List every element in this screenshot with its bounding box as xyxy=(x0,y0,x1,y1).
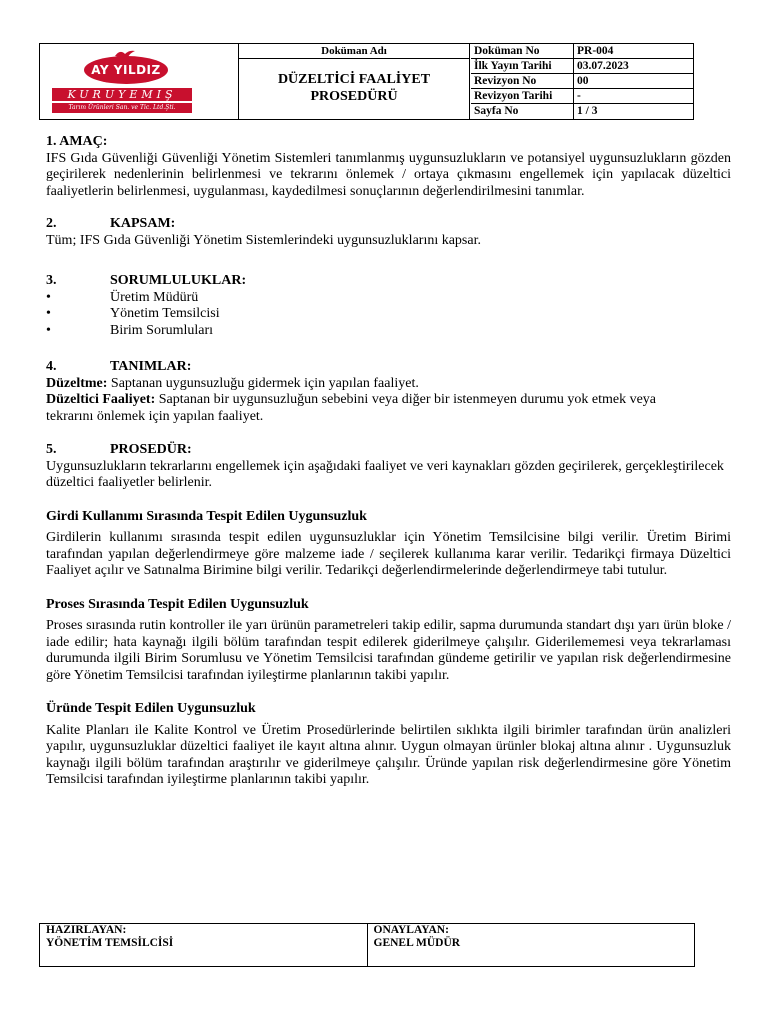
doc-label: Doküman Adı xyxy=(239,44,469,59)
company-logo xyxy=(46,48,232,116)
section-heading-amac: 1. AMAÇ: xyxy=(46,134,108,149)
section-title: TANIMLAR: xyxy=(110,359,192,374)
meta-row xyxy=(471,59,693,74)
subheading-urun: Üründe Tespit Edilen Uygunsuzluk xyxy=(46,701,256,716)
meta-value: 1 / 3 xyxy=(577,105,598,117)
responsibility-list xyxy=(46,290,731,340)
logo-cell xyxy=(40,44,239,119)
bullet-icon: • xyxy=(46,289,51,305)
paragraph-proses: Proses sırasında rutin kontroller ile yarı ürünün parametreleri takip edilir, sapma durumunda standart dışı yarı ürün bloke / iade edilir; hata kaynağı ilgili bölüm tarafından tespit edilerek giderilmeye çalışılır. Giderilememesi veya tekrarlaması durumunda ilgili Birim Sorumlusu ve Yönetim Temsilcisi tarafından gündeme getirilir ve yapılan risk değerlendirmesine göre Yönetim Temsilcisi tarafından iyileştirme planlarının takibi yapılır. xyxy=(46,618,731,683)
section-heading-tanimlar xyxy=(46,359,731,376)
section-heading-sorumluluklar xyxy=(46,273,731,290)
document-header-table xyxy=(39,43,694,120)
logo-band: KURUYEMIŞ xyxy=(52,88,192,101)
meta-key: Revizyon Tarihi xyxy=(471,89,574,103)
section-number: 3. xyxy=(46,273,57,288)
meta-value: PR-004 xyxy=(577,45,614,57)
prepared-by: YÖNETİM TEMSİLCİSİ xyxy=(46,937,174,949)
signature-table xyxy=(39,923,695,967)
meta-value: - xyxy=(577,90,581,102)
list-item-label: Birim Sorumluları xyxy=(110,322,214,338)
meta-value: 00 xyxy=(577,75,589,87)
list-item-label: Yönetim Temsilcisi xyxy=(110,306,220,321)
bullet-icon: • xyxy=(46,306,51,321)
definition-text: Saptanan uygunsuzluğu gidermek için yapılan faaliyet. xyxy=(107,375,419,391)
subheading-girdi: Girdi Kullanımı Sırasında Tespit Edilen Uygunsuzluk xyxy=(46,508,367,524)
meta-key: İlk Yayın Tarihi xyxy=(471,59,574,73)
approved-by: GENEL MÜDÜR xyxy=(373,937,461,949)
definition-text: Saptanan bir uygunsuzluğun sebebini veya diğer bir istenmeyen durumu yok etmek veya tekrarını önlemek için yapılan faaliyet. xyxy=(46,392,657,424)
section-heading-prosedur xyxy=(46,442,731,459)
section-title: PROSEDÜR: xyxy=(110,442,192,457)
title-cell xyxy=(239,44,470,119)
meta-row xyxy=(471,44,693,59)
section-title: SORUMLULUKLAR: xyxy=(110,273,247,288)
definition-duzeltici-faaliyet xyxy=(46,392,731,425)
paragraph-girdi: Girdilerin kullanımı sırasında tespit edilen uygunsuzluklar için Yönetim Temsilcisine bilgi verilir. Üretim Birimi tarafından yapılan değerlendirmeye göre malzeme iade / seçilerek kullanıma karar verilir. Tedarikçi firmaya Düzeltici Faaliyet açılır ve Satınalma Birimine bilgi verilir. Tedarikçi değerlendirmelerinde değerlendirmeye tabi tutulur. xyxy=(46,530,731,578)
meta-value: 03.07.2023 xyxy=(577,60,629,72)
list-item xyxy=(46,323,731,340)
section-text-prosedur: Uygunsuzlukların tekrarlarını engellemek için aşağıdaki faaliyet ve veri kaynakları gözden geçirilerek, gerçekleştirilecek düzeltici faaliyetler belirlenir. xyxy=(46,458,724,490)
section-number: 4. xyxy=(46,359,57,374)
meta-key: Doküman No xyxy=(471,44,574,58)
approved-label: ONAYLAYAN: xyxy=(373,924,449,936)
document-body xyxy=(46,134,731,789)
meta-row xyxy=(471,74,693,89)
definition-term: Düzeltici Faaliyet: xyxy=(46,392,156,407)
paragraph-urun: Kalite Planları ile Kalite Kontrol ve Üretim Prosedürlerinde belirtilen sıklıkta ilgili birimler tarafından ürün analizleri yapılır, uygunsuzluklar düzeltici faaliyet ile kayıt altına alınır. Uygun olmayan ürünler blokaj altına alınır . Uygunsuzluk kaynağı ilgili bölüm tarafından araştırılır ve giderilmeye çalışılır. Üründe yapılan risk değerlendirmesine göre Yönetim Temsilcisi tarafından iyileştirme planlarının takibi yapılır. xyxy=(46,722,731,787)
section-title: KAPSAM: xyxy=(110,216,176,231)
section-text-kapsam: Tüm; IFS Gıda Güvenliği Yönetim Sistemlerindeki uygunsuzluklarını kapsar. xyxy=(46,232,481,248)
section-text-amac: IFS Gıda Güvenliği Güvenliği Yönetim Sistemleri tanımlanmış uygunsuzlukların ve potansiyel uygunsuzlukların gözden geçirilerek nedenlerinin belirlenmesi ve tekrarını önlemek / ortaya çıkmasını engellemek için yapılacak düzeltici faaliyetlerin belirlenmesi, uygulanması, kaydedilmesi sonuçlarının değerlendirilmesini tanımlar. xyxy=(46,150,731,199)
section-heading-kapsam xyxy=(46,216,731,233)
prepared-label: HAZIRLAYAN: xyxy=(46,924,127,936)
section-number: 5. xyxy=(46,442,57,457)
doc-meta-table xyxy=(471,44,693,120)
meta-row xyxy=(471,89,693,104)
definition-duzeltme xyxy=(46,376,731,393)
bullet-icon: • xyxy=(46,322,51,338)
list-item xyxy=(46,306,731,323)
list-item xyxy=(46,290,731,307)
doc-title: DÜZELTİCİ FAALİYET PROSEDÜRÜ xyxy=(277,72,431,104)
definition-term: Düzeltme: xyxy=(46,375,108,391)
subheading-proses: Proses Sırasında Tespit Edilen Uygunsuzluk xyxy=(46,596,309,612)
list-item-label: Üretim Müdürü xyxy=(110,289,199,305)
approved-column xyxy=(367,924,695,966)
meta-row xyxy=(471,104,693,120)
section-number: 2. xyxy=(46,216,57,231)
meta-key: Sayfa No xyxy=(471,104,574,120)
logo-subtitle: Tarım Ürünleri San. ve Tic. Ltd.Şti. xyxy=(52,103,192,113)
prepared-column xyxy=(40,924,367,966)
logo-brand: AY YILDIZ xyxy=(84,56,168,84)
meta-key: Revizyon No xyxy=(471,74,574,88)
